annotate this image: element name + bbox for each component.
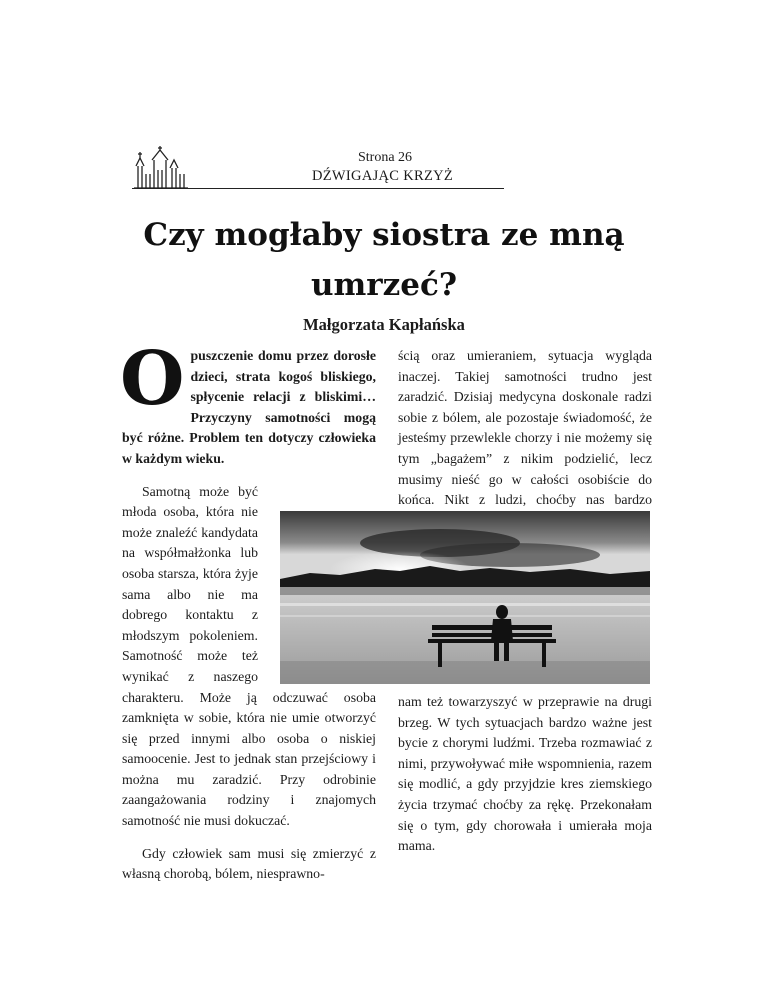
body-paragraph-3: ścią oraz umieraniem, sytuacja wygląda inaczej. Takiej samotności trudno jest zaradzić. Dzisiaj medycyna doskonale radzi sobie z bólem, ale pozostaje świadomość, że jesteśmy przewlekle chorzy i nie możemy się tym „bagażem” z nikim podzielić, lecz musimy nieść go w całości osobiście do końca. Nikt z ludzi, choćby nas bardzo	[398, 348, 652, 508]
article-title: Czy mogłaby siostra ze mną umrzeć?	[143, 217, 625, 303]
section-title: DŹWIGAJĄC KRZYŻ	[312, 168, 454, 184]
drop-cap: O	[120, 336, 185, 422]
header-rule	[132, 188, 504, 189]
page-number: Strona 26	[358, 150, 413, 165]
right-column-top	[398, 346, 652, 531]
church-logo-icon	[132, 146, 188, 190]
body-paragraph-1-text: Samotną może być młoda osoba, która nie może znaleźć kandydata na współmałżonka lub osoba starsza, która żyje sama albo nie ma dobrego kontaktu z młodszym pokoleniem. Samotność może też wynikać z naszego charakteru. Może ją odczuwać osoba zamknięta w sobie, która nie umie otworzyć się przed innymi albo osoba o niskiej samoocenie. Jest to jednak stan przejściowy i można mu zaradzić. Przy odrobinie zaangażowania rodziny i znajomych samotność nie musi dokuczać.	[122, 483, 376, 829]
lead-text: puszczenie domu przez dorosłe dzieci, strata kogoś bliskiego, spłycenie relacji z bliskimi… Przyczyny samotności mogą być różne. Problem ten dotyczy człowieka w każdym wieku.	[122, 348, 376, 466]
lake-bench-photo	[280, 511, 650, 684]
article-author: Małgorzata Kapłańska	[303, 315, 465, 334]
body-paragraph-2: Gdy człowiek sam musi się zmierzyć z własną chorobą, bólem, niesprawno-	[122, 845, 376, 882]
right-column-bottom	[398, 692, 652, 857]
body-paragraph-4: nam też towarzyszyć w przeprawie na drugi brzeg. W tych sytuacjach bardzo ważne jest bycie z chorymi ludźmi. Trzeba rozmawiać z nimi, przywoływać miłe wspomnienia, razem się modlić, a gdy przyjdzie kres ziemskiego życia trzymać choćby za rękę. Przekonałam się o tym, gdy chorowała i umierała moja mama.	[398, 694, 652, 854]
lead-paragraph	[120, 336, 376, 470]
